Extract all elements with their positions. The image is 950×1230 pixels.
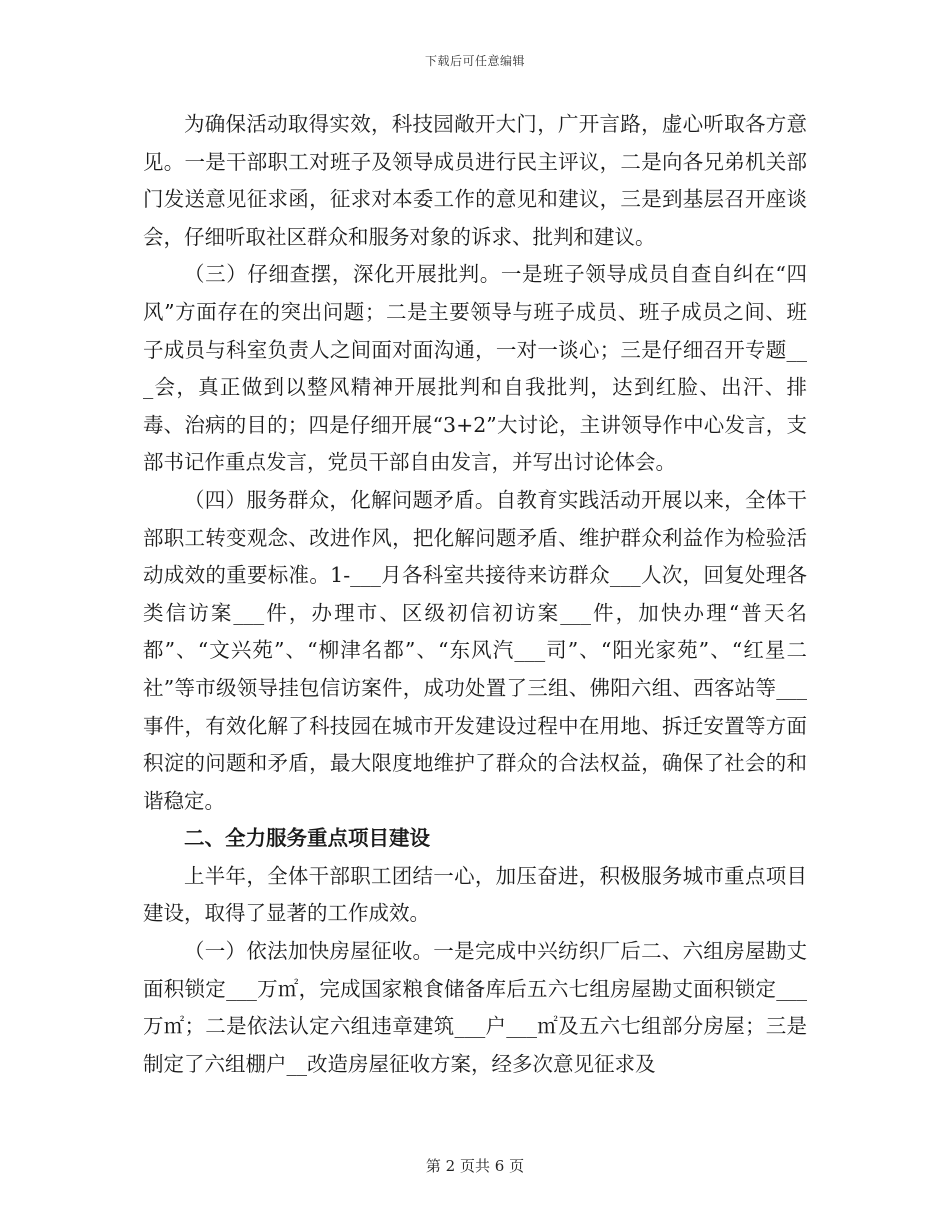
document-body: [143, 106, 807, 1083]
section-heading-two: 二、全力服务重点项目建设: [184, 826, 430, 851]
page-header: 下载后可任意编辑: [424, 54, 525, 68]
paragraph-section-four: （四）服务群众，化解问题矛盾。自教育实践活动开展以来，全体干部职工转变观念、改进作风，把化解问题矛盾、维护群众利益作为检验活动成效的重要标准。1-___月各科室共接待来访群众___人次，回复处理各类信访案___件，办理市、区级初信初访案___件，加快办理“普天名都”、“文兴苑”、“柳津名都”、“东风汽___司”、“阳光家苑”、“红星二社”等市级领导挂包信访案件，成功处置了三组、佛阳六组、西客站等___事件，有效化解了科技园在城市开发建设过程中在用地、拆迁安置等方面积淀的问题和矛盾，最大限度地维护了群众的合法权益，确保了社会的和谐稳定。: [143, 487, 807, 813]
page-footer: 第 2 页共 6 页: [425, 1157, 525, 1175]
paragraph-section-three: （三）仔细查摆，深化开展批判。一是班子领导成员自查自纠在“四风”方面存在的突出问题；二是主要领导与班子成员、班子成员之间、班子成员与科室负责人之间面对面沟通，一对一谈心；三是仔细召开专题___会，真正做到以整风精神开展批判和自我批判，达到红脸、出汗、排毒、治病的目的；四是仔细开展“3+2”大讨论，主讲领导作中心发言，支部书记作重点发言，党员干部自由发言，并写出讨论体会。: [143, 262, 807, 475]
paragraph-house-expropriation: （一）依法加快房屋征收。一是完成中兴纺织厂后二、六组房屋勘丈面积锁定___万㎡，完成国家粮食储备库后五六七组房屋勘丈面积锁定___万㎡；二是依法认定六组违章建筑___户___㎡及五六七组部分房屋；三是制定了六组棚户__改造房屋征收方案，经多次意见征求及: [143, 939, 807, 1076]
paragraph-first-half-year: 上半年，全体干部职工团结一心，加压奋进，积极服务城市重点项目建设，取得了显著的工作成效。: [143, 863, 807, 926]
paragraph-solicit-opinions: 为确保活动取得实效，科技园敞开大门，广开言路，虚心听取各方意见。一是干部职工对班子及领导成员进行民主评议，二是向各兄弟机关部门发送意见征求函，征求对本委工作的意见和建议，三是到基层召开座谈会，仔细听取社区群众和服务对象的诉求、批判和建议。: [143, 112, 807, 249]
